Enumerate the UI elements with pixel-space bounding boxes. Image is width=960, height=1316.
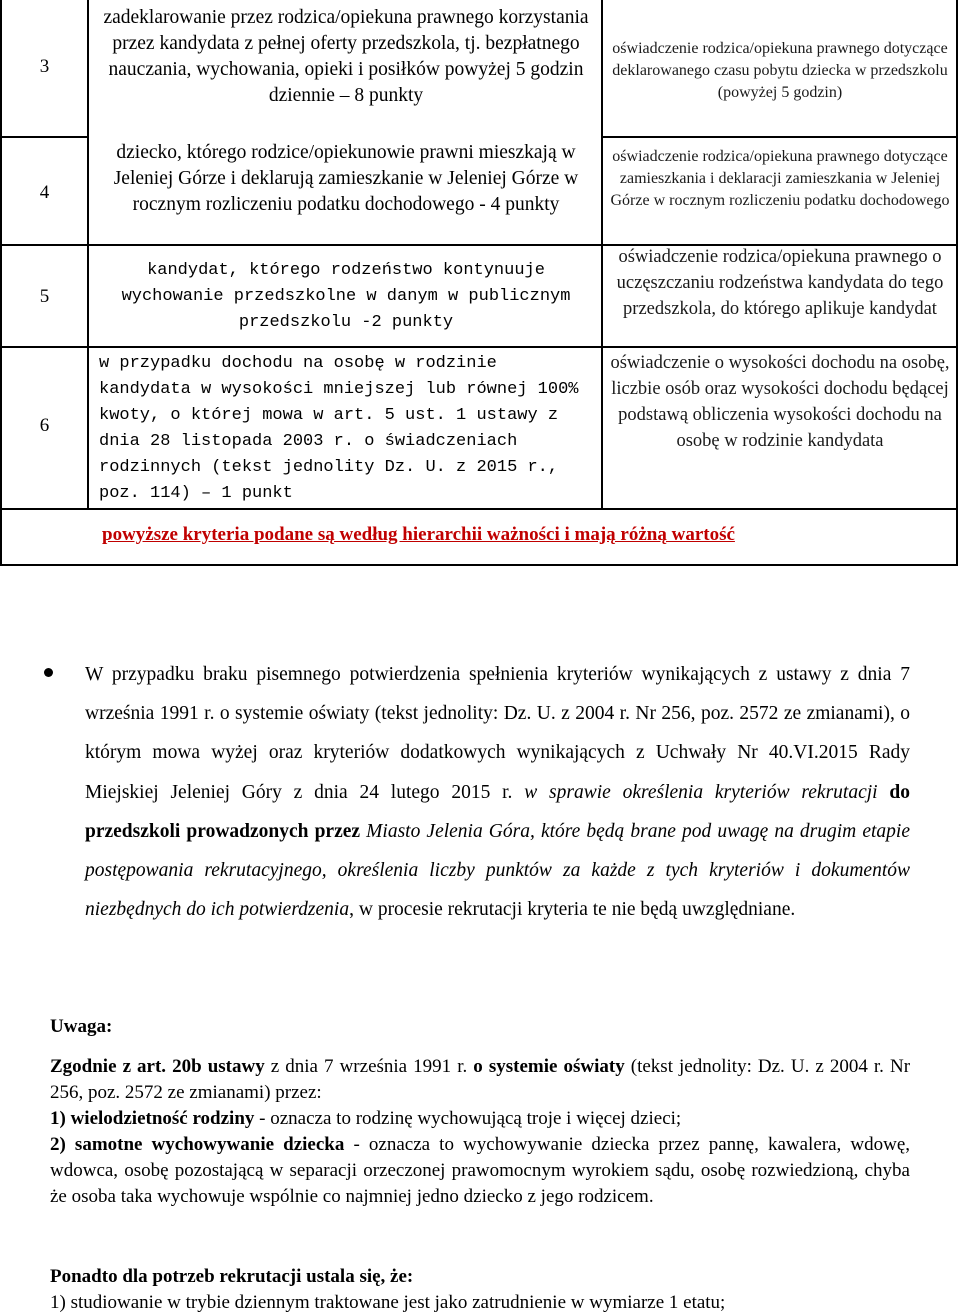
row-divider-5-6 xyxy=(0,346,958,348)
document-row4: oświadczenie rodzica/opiekuna prawnego dotyczące zamieszkania i deklaracji zamieszkania w Jeleniej Górze w rocznym rozliczeniu podatku dochodowego xyxy=(610,148,950,209)
bullet-icon xyxy=(44,668,53,677)
uwaga-citation: (tekst jednolity: Dz. U. z 2004 r. Nr 256, poz. 2572 ze zmianami) przez: xyxy=(50,1056,911,1103)
definition-term: 1) wielodzietność rodziny xyxy=(50,1108,255,1129)
table-divider-num xyxy=(87,0,89,509)
paragraph-bold-text: do przedszkoli prowadzonych przez xyxy=(85,781,910,842)
ponadto-heading: Ponadto dla potrzeb rekrutacji ustala się, że: xyxy=(50,1266,414,1287)
table-border-left xyxy=(0,0,2,566)
row-number: 5 xyxy=(39,286,50,307)
criterion-row3-line2: bezpłatnego nauczania, wychowania, opieki i posiłków powyżej 5 godzin dziennie – 8 punkty xyxy=(108,33,584,106)
missing-confirmation-paragraph xyxy=(85,655,910,929)
paragraph-ending: , w procesie rekrutacji kryteria te nie będą uwzględniane. xyxy=(349,899,796,921)
document-row6: oświadczenie o wysokości dochodu na osobę, liczbie osób oraz wysokości dochodu będącej podstawą obliczenia wysokości dochodu na osobę w rodzinie kandydata xyxy=(610,353,950,451)
uwaga-intro xyxy=(50,1054,910,1106)
row-divider-num-3-4 xyxy=(0,136,89,138)
criterion-row3 xyxy=(100,5,592,109)
paragraph-italic-title: w sprawie określenia kryteriów rekrutacji xyxy=(524,781,878,803)
document-row5: oświadczenie rodzica/opiekuna prawnego o uczęszczaniu rodzeństwa kandydata do tego przedszkola, do którego aplikuje kandydat xyxy=(616,247,944,319)
row-number: 4 xyxy=(39,182,50,203)
uwaga-date: z dnia 7 września 1991 r. xyxy=(270,1056,468,1077)
criteria-table xyxy=(0,0,960,566)
ponadto-item-1: 1) studiowanie w trybie dziennym traktowane jest jako zatrudnienie w wymiarze 1 etatu; xyxy=(50,1292,726,1313)
definition-text: - oznacza to wychowywanie dziecka przez pannę, kawalera, wdowę, wdowca, osobę pozostającą w separacji orzeczonej prawomocnym wyrokiem sądu, osobę rozwiedzioną, chyba że osoba taka wychowuje wspólnie co najmniej jedno dziecko z jego rodzicem. xyxy=(50,1134,911,1207)
table-border-bottom xyxy=(0,564,958,566)
table-divider-doc xyxy=(601,0,603,509)
criterion-row6: w przypadku dochodu na osobę w rodzinie kandydata w wysokości mniejszej lub równej 100% kwoty, o której mowa w art. 5 ust. 1 ustawy z dnia 28 listopada 2003 r. o świadczeniach rodzinnych (tekst jednolity Dz. U. z 2015 r., poz. 114) – 1 punkt xyxy=(99,354,579,503)
definition-text: - oznacza to rodzinę wychowującą troje i więcej dzieci; xyxy=(259,1108,682,1129)
criterion-row4: dziecko, którego rodzice/opiekunowie prawni mieszkają w Jeleniej Górze i deklarują zamieszkanie w Jeleniej Górze w rocznym rozliczeniu podatku dochodowego - 4 punkty xyxy=(113,142,579,215)
uwaga-label: Uwaga: xyxy=(50,1016,113,1037)
definition-single-parent xyxy=(50,1132,910,1210)
paragraph-italic-continuation: Miasto Jelenia Góra, które będą brane pod uwagę na drugim etapie postępowania rekrutacyjnego, określenia liczby punktów za każde z tych kryteriów i dokumentów niezbędnych do ich potwierdzenia xyxy=(85,820,910,921)
paragraph-text: W przypadku braku pisemnego potwierdzenia spełnienia kryteriów wynikających z ustawy z dnia 7 września 1991 r. o systemie oświaty (tekst jednolity: Dz. U. z 2004 r. Nr 256, poz. 2572 ze zmianami), o którym mowa wyżej oraz kryteriów dodatkowych wynikających z Uchwały Nr 40.VI.2015 Rady Miejskiej Jeleniej Góry z dnia 24 lutego 2015 r. xyxy=(85,664,910,803)
criterion-row3-line1: zadeklarowanie przez rodzica/opiekuna prawnego korzystania przez kandydata z pełnej oferty przedszkola, tj. xyxy=(103,7,589,54)
row-divider-6-note xyxy=(0,508,958,510)
definition-term: 2) samotne wychowywanie dziecka xyxy=(50,1134,345,1155)
row-number: 6 xyxy=(39,415,50,436)
definition-large-family xyxy=(50,1106,910,1132)
uwaga-article-ref: Zgodnie z art. 20b ustawy xyxy=(50,1056,265,1077)
row-divider-doc-3-4 xyxy=(601,136,958,138)
uwaga-act-title: o systemie oświaty xyxy=(473,1056,625,1077)
table-border-right xyxy=(956,0,958,566)
hierarchy-note: powyższe kryteria podane są według hierarchii ważności i mają różną wartość xyxy=(102,524,735,545)
criterion-row5: kandydat, którego rodzeństwo kontynuuje wychowanie przedszkolne w danym w publicznym przedszkolu -2 punkty xyxy=(121,261,571,332)
row-number: 3 xyxy=(39,56,50,77)
document-row3: oświadczenie rodzica/opiekuna prawnego dotyczące deklarowanego czasu pobytu dziecka w przedszkolu (powyżej 5 godzin) xyxy=(612,40,948,101)
